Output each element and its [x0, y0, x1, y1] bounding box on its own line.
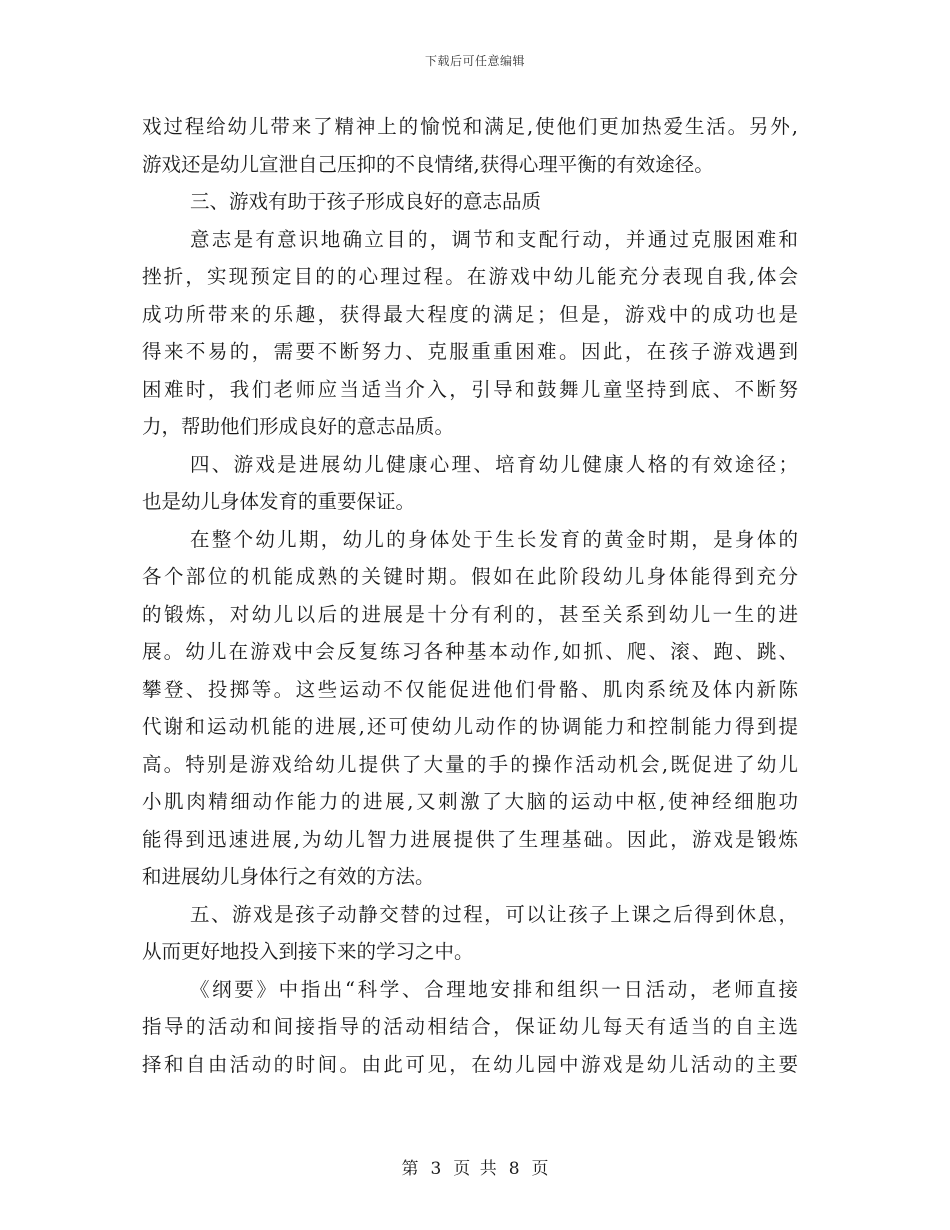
- footer-prefix: 第: [401, 1159, 419, 1179]
- text-line: 指导的活动和间接指导的活动相结合，保证幼儿每天有适当的自主选: [142, 1015, 798, 1038]
- text-line: 各个部位的机能成熟的关键时期。假如在此阶段幼儿身体能得到充分: [142, 565, 798, 588]
- text-line: 展。幼儿在游戏中会反复练习各种基本动作,如抓、爬、滚、跑、跳、: [142, 640, 798, 663]
- footer-total-pages: 8: [508, 1159, 520, 1179]
- text-line: 择和自由活动的时间。由此可见，在幼儿园中游戏是幼儿活动的主要: [142, 1052, 798, 1076]
- text-line: 高。特别是游戏给幼儿提供了大量的手的操作活动机会,既促进了幼儿: [142, 752, 798, 776]
- text-line: 戏过程给幼儿带来了精神上的愉悦和满足,使他们更加热爱生活。另外,: [142, 115, 798, 138]
- text-line: 五、游戏是孩子动静交替的过程，可以让孩子上课之后得到休息，: [190, 902, 798, 926]
- page-footer: [0, 1154, 950, 1179]
- text-line: 成功所带来的乐趣，获得最大程度的满足；但是，游戏中的成功也是: [142, 302, 798, 326]
- text-line: 《纲要》中指出“科学、合理地安排和组织一日活动，老师直接: [190, 977, 798, 1001]
- text-line: 四、游戏是进展幼儿健康心理、培育幼儿健康人格的有效途径；: [190, 452, 798, 476]
- text-line: 三、游戏有助于孩子形成良好的意志品质: [190, 190, 542, 213]
- text-line: 在整个幼儿期，幼儿的身体处于生长发育的黄金时期，是身体的: [190, 527, 798, 551]
- text-line: 的锻炼，对幼儿以后的进展是十分有利的，甚至关系到幼儿一生的进: [142, 602, 798, 626]
- document-body: [142, 108, 798, 1083]
- footer-middle: 页 共: [453, 1159, 497, 1179]
- footer-suffix: 页: [531, 1159, 549, 1179]
- text-line: 力，帮助他们形成良好的意志品质。: [142, 415, 455, 438]
- text-line: 小肌肉精细动作能力的进展,又刺激了大脑的运动中枢,使神经细胞功: [142, 790, 798, 813]
- footer-current-page: 3: [430, 1159, 442, 1179]
- text-line: 代谢和运动机能的进展,还可使幼儿动作的协调能力和控制能力得到提: [142, 715, 798, 738]
- text-line: 能得到迅速进展,为幼儿智力进展提供了生理基础。因此，游戏是锻炼: [142, 827, 798, 851]
- text-line: 也是幼儿身体发育的重要保证。: [142, 490, 416, 513]
- text-line: 攀登、投掷等。这些运动不仅能促进他们骨骼、肌肉系统及体内新陈: [142, 677, 798, 701]
- text-line: 挫折，实现预定目的的心理过程。在游戏中幼儿能充分表现自我,体会: [142, 265, 798, 288]
- text-line: 得来不易的，需要不断努力、克服重重困难。因此，在孩子游戏遇到: [142, 340, 798, 363]
- text-line: 意志是有意识地确立目的，调节和支配行动，并通过克服困难和: [190, 227, 798, 251]
- page-header: 下载后可任意编辑: [424, 54, 525, 68]
- text-line: 游戏还是幼儿宣泄自己压抑的不良情绪,获得心理平衡的有效途径。: [142, 152, 714, 176]
- text-line: 和进展幼儿身体行之有效的方法。: [142, 865, 435, 888]
- text-line: 困难时，我们老师应当适当介入，引导和鼓舞儿童坚持到底、不断努: [142, 377, 798, 401]
- text-line: 从而更好地投入到接下来的学习之中。: [142, 940, 474, 963]
